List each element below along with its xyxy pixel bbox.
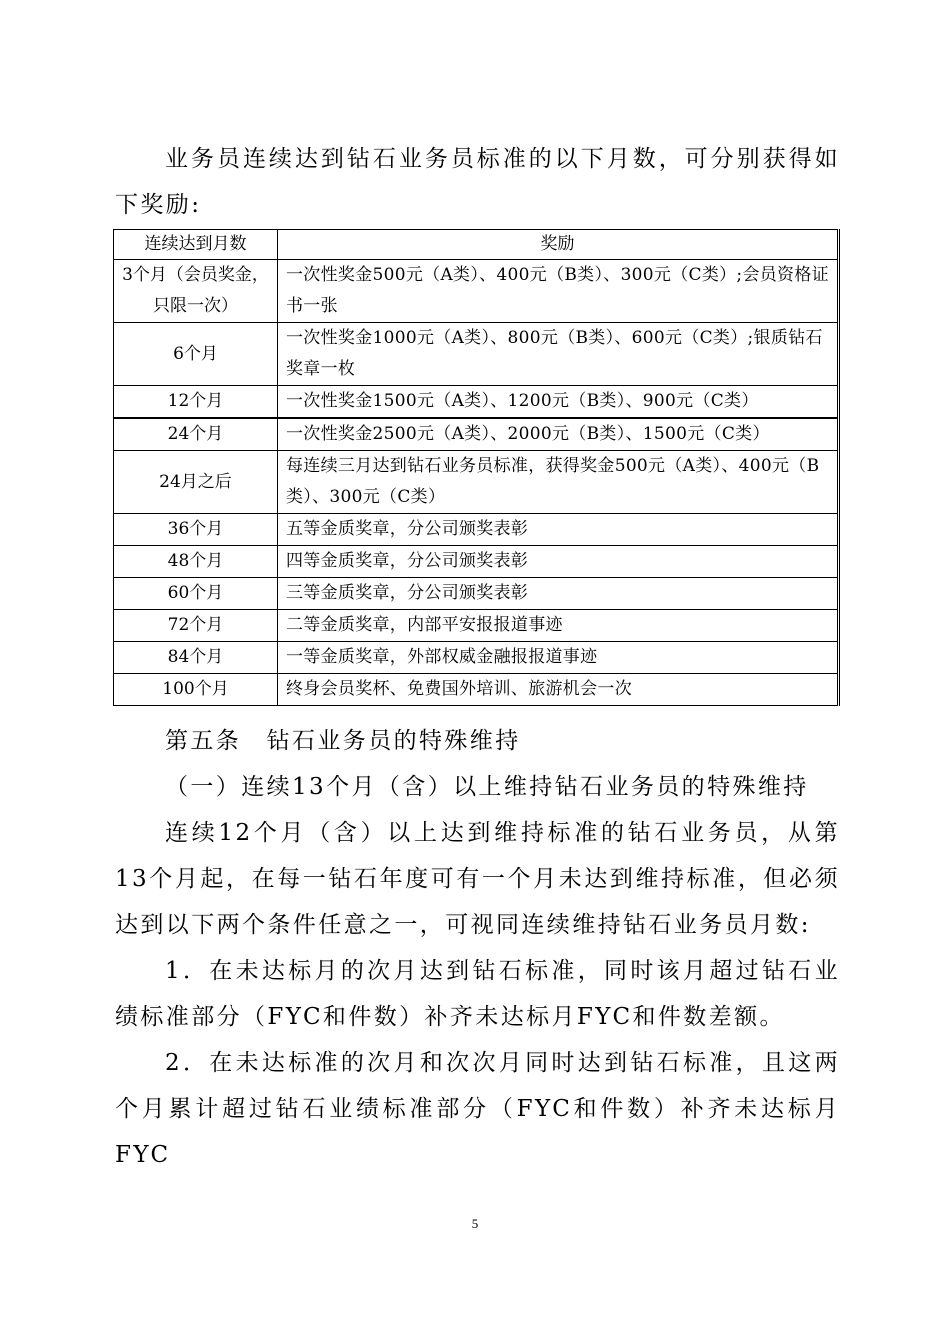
table-header-row <box>114 230 839 260</box>
award-cell: 每连续三月达到钻石业务员标准，获得奖金500元（A类）、400元（B类）、300元（C类） <box>278 451 839 514</box>
award-cell: 三等金质奖章，分公司颁奖表彰 <box>278 578 839 610</box>
table-row <box>114 323 839 386</box>
months-cell: 48个月 <box>114 546 278 578</box>
award-cell: 一次性奖金1000元（A类）、800元（B类）、600元（C类）;银质钻石奖章一枚 <box>278 323 839 386</box>
article-heading: 第五条 钻石业务员的特殊维持 <box>165 728 521 754</box>
column-header-months: 连续达到月数 <box>114 230 278 260</box>
months-cell: 12个月 <box>114 386 278 419</box>
table-row <box>114 386 839 419</box>
table-row <box>114 642 839 674</box>
list-item: 2．在未达标准的次月和次次月同时达到钻石标准，且这两个月累计超过钻石业绩标准部分（FYC和件数）补齐未达标月FYC <box>115 1050 840 1168</box>
table-row <box>114 514 839 546</box>
list-item: 1．在未达标月的次月达到钻石标准，同时该月超过钻石业绩标准部分（FYC和件数）补齐未达标月FYC和件数差额。 <box>115 958 840 1030</box>
award-cell: 二等金质奖章，内部平安报报道事迹 <box>278 610 839 642</box>
months-cell: 72个月 <box>114 610 278 642</box>
months-cell: 84个月 <box>114 642 278 674</box>
intro-paragraph: 业务员连续达到钻石业务员标准的以下月数，可分别获得如下奖励: <box>115 146 840 218</box>
table-row <box>114 260 839 323</box>
page-number: 5 <box>471 1216 479 1231</box>
months-cell: 100个月 <box>114 674 278 706</box>
award-cell: 一次性奖金500元（A类）、400元（B类）、300元（C类）;会员资格证书一张 <box>278 260 839 323</box>
award-cell: 一次性奖金1500元（A类）、1200元（B类）、900元（C类） <box>278 386 839 419</box>
months-cell: 24个月 <box>114 418 278 451</box>
award-cell: 四等金质奖章，分公司颁奖表彰 <box>278 546 839 578</box>
section-heading: （一）连续13个月（含）以上维持钻石业务员的特殊维持 <box>165 774 809 800</box>
months-cell: 60个月 <box>114 578 278 610</box>
months-cell: 6个月 <box>114 323 278 386</box>
table-row <box>114 418 839 451</box>
table-row <box>114 546 839 578</box>
months-cell: 36个月 <box>114 514 278 546</box>
column-header-award: 奖励 <box>278 230 839 260</box>
body-paragraph: 连续12个月（含）以上达到维持标准的钻石业务员，从第13个月起，在每一钻石年度可有一个月未达到维持标准，但必须达到以下两个条件任意之一，可视同连续维持钻石业务员月数: <box>115 820 840 938</box>
table-row <box>114 451 839 514</box>
table-row <box>114 674 839 706</box>
table-row <box>114 578 839 610</box>
award-cell: 一等金质奖章，外部权威金融报报道事迹 <box>278 642 839 674</box>
months-cell: 3个月（会员奖金，只限一次） <box>114 260 278 323</box>
table-row <box>114 610 839 642</box>
award-table <box>113 229 840 706</box>
award-cell: 一次性奖金2500元（A类）、2000元（B类）、1500元（C类） <box>278 418 839 451</box>
award-cell: 终身会员奖杯、免费国外培训、旅游机会一次 <box>278 674 839 706</box>
months-cell: 24月之后 <box>114 451 278 514</box>
award-cell: 五等金质奖章，分公司颁奖表彰 <box>278 514 839 546</box>
